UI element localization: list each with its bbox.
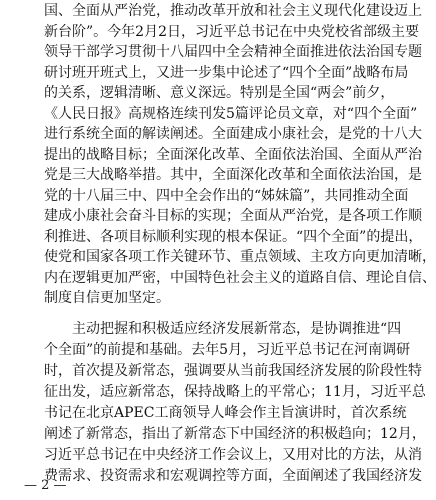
text-line: 研讨班开班式上，又进一步集中论述了“四个全面”战略布局 bbox=[44, 64, 409, 81]
text-line: 党是三大战略举措。其中，全面深化改革和全面依法治国，是 bbox=[44, 167, 422, 183]
text-line: 制度自信更加坚定。 bbox=[44, 290, 170, 306]
text-line: 利推进、各项目标顺利实现的根本保证。“四个全面”的提出， bbox=[44, 228, 423, 245]
text-line: 书记在北京APEC工商领导人峰会作主旨演讲时，首次系统 bbox=[44, 405, 407, 421]
text-line: 阐述了新常态，指出了新常态下中国经济的积极趋向；12月， bbox=[44, 426, 426, 442]
text-line: 个全面”的前提和基础。去年5月，习近平总书记在河南调研 bbox=[44, 342, 411, 358]
page-number: — 2 — bbox=[24, 478, 67, 493]
text-line: 提出的战略目标；全面深化改革、全面依法治国、全面从严治 bbox=[44, 146, 422, 163]
text-line: 进行系统全面的解读阐述。全面建成小康社会，是党的十八大 bbox=[44, 126, 422, 142]
text-line: 领导干部学习贯彻十八届四中全会精神全面推进依法治国专题 bbox=[44, 44, 422, 60]
text-line: 国、全面从严治党，推动改革开放和社会主义现代化建设迈上 bbox=[44, 3, 422, 19]
text-line: 使党和国家各项工作关键环节、重点领域、主攻方向更加清晰， bbox=[44, 249, 436, 265]
text-line: 费需求、投资需求和宏观调控等方面，全面阐述了我国经济发 bbox=[44, 468, 422, 484]
text-line: 建成小康社会奋斗目标的实现；全面从严治党，是各项工作顺 bbox=[44, 208, 422, 224]
text-line: 习近平总书记在中央经济工作会议上，又用对比的方法，从消 bbox=[44, 447, 422, 463]
text-line: 新台阶”。今年2月2日，习近平总书记在中央党校省部级主要 bbox=[44, 23, 419, 40]
text-line: 征出发，适应新常态，保持战略上的平常心；11月，习近平总 bbox=[44, 384, 426, 400]
text-line: 《人民日报》高规格连续刊发5篇评论员文章，对“四个全面” bbox=[44, 105, 418, 122]
text-line: 时，首次提及新常态，强调要从当前我国经济发展的阶段性特 bbox=[44, 363, 422, 379]
text-line: 内在逻辑更加严密，中国特色社会主义的道路自信、理论自信、 bbox=[44, 269, 436, 286]
text-line: 的关系，逻辑清晰、意义深远。特别是全国“两会”前夕， bbox=[44, 85, 395, 101]
text-line: 主动把握和积极适应经济发展新常态，是协调推进“四 bbox=[72, 321, 402, 337]
text-line: 党的十八届三中、四中全会作出的“姊妹篇”，共同推动全面 bbox=[44, 187, 409, 204]
